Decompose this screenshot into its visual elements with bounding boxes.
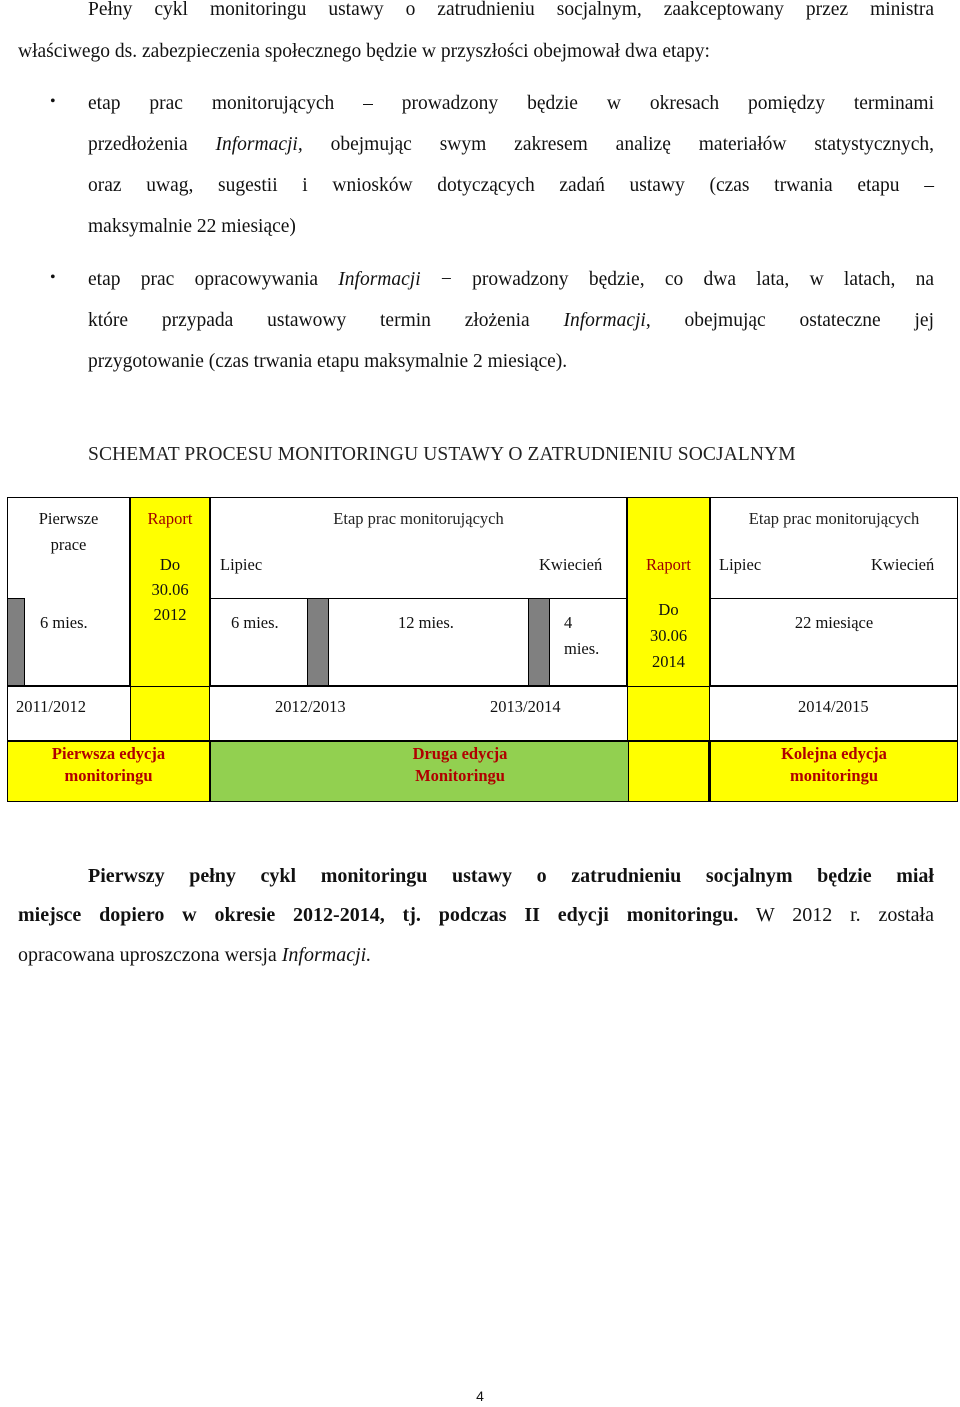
stage-1-from: Lipiec	[220, 555, 263, 574]
bullet-1-line-2-ital: Informacji,	[215, 134, 303, 155]
intro-line-2: właściwego ds. zabezpieczenia społecznego będzie w przyszłości obejmował dwa etapy:	[18, 41, 710, 62]
bullet-2-line-1-post: − prowadzony będzie, co dwa lata, w latach, na	[440, 269, 935, 290]
bullet-1-line-2-post: obejmując swym zakresem analizę materiałów statystycznych,	[330, 134, 935, 155]
edition-1-label-1: Pierwsza edycja	[51, 744, 166, 763]
stage-1-duration-3a: 4	[564, 613, 573, 632]
conclusion-line-2-bold: miejsce dopiero w okresie 2012-2014, tj. podczas II edycji monitoringu.	[18, 904, 739, 926]
bullet-2-line-2-ital: Informacji	[563, 310, 646, 331]
stage-1-duration-1: 6 mies.	[231, 613, 279, 632]
report-2012-date-1: 30.06	[151, 580, 189, 599]
bullet-1-line-4: maksymalnie 22 miesiące)	[88, 216, 296, 237]
stage-1-duration-2: 12 mies.	[398, 613, 454, 632]
stage-2-from: Lipiec	[719, 555, 762, 574]
separator-bar	[7, 598, 25, 686]
bullet-2-line-2	[88, 300, 934, 341]
separator-bar	[528, 598, 550, 686]
bullet-2-line-3: przygotowanie (czas trwania etapu maksymalnie 2 miesiące).	[88, 351, 568, 372]
first-work-label-1: Pierwsze	[38, 509, 99, 528]
stage-2-separator-line	[710, 598, 958, 599]
separator-bar	[307, 598, 329, 686]
conclusion-line-3	[18, 936, 934, 975]
edition-1-label-2: monitoringu	[64, 766, 153, 785]
first-work-duration: 6 mies.	[40, 613, 88, 632]
conclusion-line-3-pre: opracowana uproszczona wersja	[18, 944, 282, 966]
bullet-2-marker: •	[50, 269, 56, 286]
edition-3-label-1: Kolejna edycja	[781, 744, 887, 763]
report-2014-do: Do	[658, 600, 679, 619]
first-work-label-2: prace	[50, 535, 87, 554]
stage-2-to: Kwiecień	[871, 555, 935, 574]
bullet-1-marker: •	[50, 93, 56, 110]
bullet-1-line-2-pre: przedłożenia	[88, 134, 188, 155]
bullet-2-line-1-ital: Informacji	[338, 269, 421, 290]
report-2012-date-2: 2012	[153, 605, 187, 624]
report-2014-date-2: 2014	[652, 652, 685, 671]
bullet-1-line-3: oraz uwag, sugestii i wniosków dotyczących zadań ustawy (czas trwania etapu –	[88, 175, 934, 196]
bullet-1-line-1: etap prac monitorujących – prowadzony będzie w okresach pomiędzy terminami	[88, 93, 934, 114]
year-label: 2012/2013	[275, 697, 346, 716]
bullet-2-line-2-pre: które przypada ustawowy termin złożenia	[88, 310, 530, 331]
conclusion-line-1: Pierwszy pełny cykl monitoringu ustawy o zatrudnieniu socjalnym będzie miał	[88, 865, 934, 887]
stage-1-separator-line	[210, 598, 627, 599]
year-label: 2013/2014	[490, 697, 561, 716]
report-2014-title: Raport	[646, 555, 691, 574]
intro-line-1: Pełny cykl monitoringu ustawy o zatrudnieniu socjalnym, zaakceptowany przez ministra	[88, 0, 934, 20]
bullet-1-line-2	[88, 124, 934, 165]
report-2014-date-1: 30.06	[649, 626, 688, 645]
stage-2-title: Etap prac monitorujących	[748, 509, 920, 528]
stage-1-title: Etap prac monitorujących	[333, 509, 504, 528]
edition-3-label-2: monitoringu	[789, 766, 878, 785]
stage-1-to: Kwiecień	[539, 555, 603, 574]
bullet-2-line-2-post: , obejmując ostateczne jej	[645, 310, 934, 331]
schema-title: SCHEMAT PROCESU MONITORINGU USTAWY O ZATRUDNIENIU SOCJALNYM	[88, 444, 796, 465]
edition-2-label-1: Druga edycja	[412, 744, 508, 763]
conclusion-line-2	[18, 896, 934, 935]
conclusion-line-2-normal: W 2012 r. została	[738, 904, 934, 926]
stage-2-duration: 22 miesiące	[794, 613, 874, 632]
edition-2-label-2: Monitoringu	[415, 766, 505, 785]
bullet-2-line-1	[88, 259, 934, 300]
bullet-2-line-1-pre: etap prac opracowywania	[88, 269, 319, 290]
stage-1-duration-3b: mies.	[564, 639, 600, 658]
conclusion-line-3-ital: Informacji.	[281, 944, 372, 966]
year-label: 2011/2012	[16, 697, 86, 716]
report-2012-do: Do	[159, 555, 181, 574]
report-2012-title: Raport	[147, 509, 193, 528]
year-label: 2014/2015	[798, 697, 869, 716]
page-number: 4	[476, 1388, 484, 1404]
